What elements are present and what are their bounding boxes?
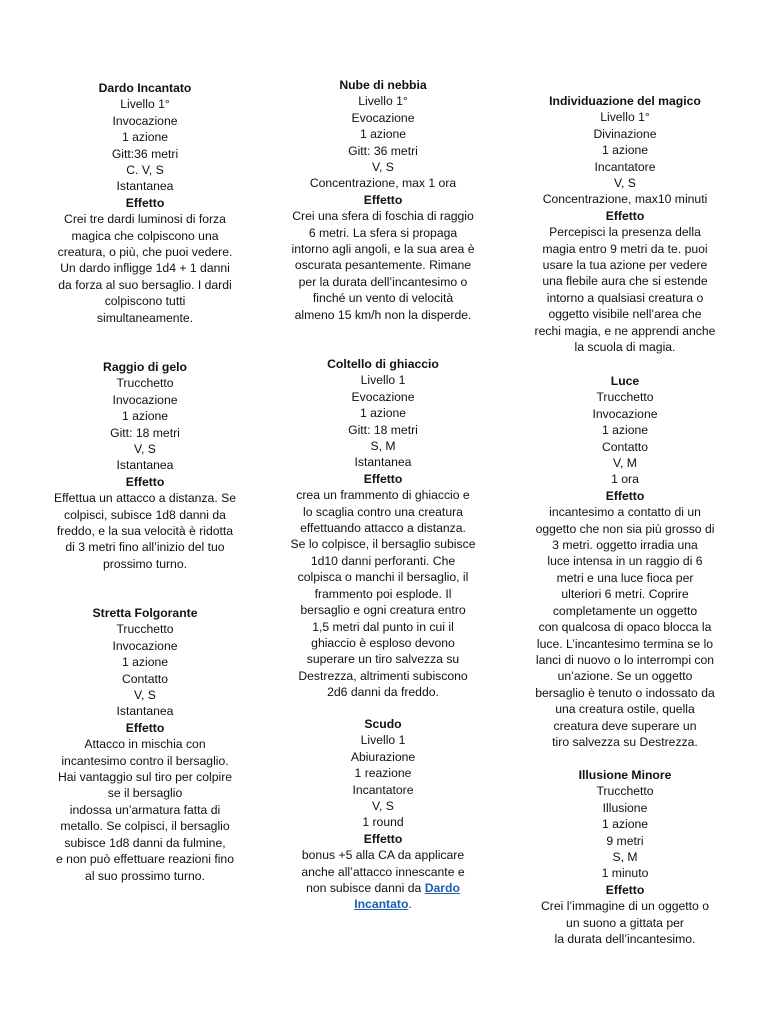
spell-school: Invocazione — [112, 113, 178, 128]
spell-title: Illusione Minore — [578, 768, 672, 782]
spell-description-line: finché un vento di velocità — [312, 291, 454, 306]
spell-description-line: creatura, o più, che puoi vedere. — [57, 245, 233, 260]
spell-effect-label: Effetto — [605, 882, 645, 897]
spell-casting-time: 1 azione — [121, 655, 169, 670]
spell-description-line: luce. L’incantesimo termina se lo — [536, 636, 714, 651]
spell-description-line: Crei una sfera di foschia di raggio — [292, 209, 474, 224]
spell-description-line — [278, 896, 488, 912]
spell-description-line: Crei l’immagine di un oggetto o — [540, 899, 709, 914]
spell-description-line: magia entro 9 metri da te. puoi — [542, 241, 708, 256]
spell-description-line: oggetto visibile nell’area che — [548, 307, 702, 322]
spell-description-line: 2d6 danni da freddo. — [327, 685, 439, 700]
spell-description-line: simultaneamente. — [96, 310, 194, 325]
spell-description-line: luce intensa in un raggio di 6 — [547, 554, 703, 569]
spell-title: Coltello di ghiaccio — [327, 357, 439, 371]
spell-components: V, M — [613, 456, 637, 471]
spell-description-line: indossa un’armatura fatta di — [69, 802, 221, 817]
spell-description-line: per la durata dell’incantesimo o — [298, 274, 468, 289]
spell-description-line: colpiscono tutti — [104, 294, 186, 309]
spell-effect-label: Effetto — [605, 208, 645, 223]
spell-school: Evocazione — [351, 110, 415, 125]
spell-duration: Concentrazione, max 1 ora — [309, 176, 457, 191]
spell-description-line: completamente un oggetto — [552, 603, 698, 618]
spell-description-line: Destrezza, altrimenti subiscono — [298, 668, 468, 683]
spell-description-line: 1d10 danni perforanti. Che — [310, 553, 456, 568]
spell-description-line: intorno agli angoli, e la sua area è — [291, 242, 475, 257]
spell-description-line: un’azione. Se un oggetto — [557, 669, 693, 684]
description-text: non subisce danni da — [306, 881, 425, 896]
spell-description-line: se il bersaglio — [107, 786, 183, 801]
spell-level: Trucchetto — [596, 390, 654, 405]
spell-description-line: Hai vantaggio sul tiro per colpire — [57, 770, 233, 785]
spell-description-line: rechi magia, e ne apprendi anche — [534, 323, 716, 338]
spell-components: C. V, S — [126, 163, 164, 178]
spell-description-line: da forza al suo bersaglio. I dardi — [58, 277, 232, 292]
spell-description-line: metri e una luce fioca per — [556, 570, 694, 585]
dardo-incantato-link[interactable]: Dardo — [424, 881, 460, 896]
spell-description-line: ghiaccio è esploso devono — [311, 635, 455, 650]
spell-description-line: una creatura ostile, quella — [555, 702, 695, 717]
spell-description-line: creatura deve superare un — [553, 718, 697, 733]
spell-description-line: Se lo colpisce, il bersaglio subisce — [290, 537, 476, 552]
spell-title: Individuazione del magico — [549, 94, 701, 108]
spell-description-line: Un dardo infligge 1d4 + 1 danni — [60, 261, 230, 276]
spell-duration: Istantanea — [116, 179, 174, 194]
spell-effect-label: Effetto — [125, 720, 165, 735]
spell-description-line: frammento poi esplode. Il — [314, 586, 452, 601]
spell-range: Gitt: 18 metri — [110, 425, 180, 440]
spell-components: V, S — [134, 442, 156, 457]
spell-description-line: bonus +5 alla CA da applicare — [301, 848, 465, 863]
spell-casting-time: 1 azione — [359, 406, 407, 421]
spell-range: Gitt: 36 metri — [348, 143, 418, 158]
spell-duration: 1 ora — [611, 472, 639, 487]
spell-duration: Istantanea — [116, 704, 174, 719]
spell-description-line: freddo, e la sua velocità è ridotta — [56, 524, 234, 539]
spell-description-line: Crei tre dardi luminosi di forza — [64, 212, 226, 227]
spell-level: Livello 1° — [600, 110, 650, 125]
spell-level: Livello 1 — [360, 733, 406, 748]
spell-description-line: la scuola di magia. — [574, 340, 676, 355]
spell-components: V, S — [372, 799, 394, 814]
spell-description-line: al suo prossimo turno. — [85, 868, 205, 883]
spell-card-dardo-incantato — [40, 80, 250, 326]
spell-components: S, M — [612, 850, 638, 865]
spell-card-illusione-minore — [520, 767, 730, 947]
spell-description-line: oggetto che non sia più grosso di — [535, 521, 715, 536]
spell-card-raggio-di-gelo — [40, 359, 250, 572]
spell-title: Dardo Incantato — [98, 81, 192, 95]
spell-description-line: subisce 1d8 danni da fulmine, — [64, 835, 226, 850]
spell-level: Trucchetto — [116, 376, 174, 391]
spell-description-line: un suono a gittata per — [566, 915, 684, 930]
spell-description-line: 6 metri. La sfera si propaga — [308, 225, 458, 240]
spell-description-line: 3 metri. oggetto irradia una — [552, 538, 698, 553]
spell-duration: Concentrazione, max10 minuti — [542, 192, 708, 207]
spell-school: Illusione — [602, 800, 648, 815]
spell-range: Contatto — [121, 671, 169, 686]
spell-title: Scudo — [364, 717, 402, 731]
spell-duration: Istantanea — [354, 455, 412, 470]
spell-description-line: crea un frammento di ghiaccio e — [296, 488, 470, 503]
spell-title: Nube di nebbia — [339, 78, 427, 92]
spell-range: Gitt:36 metri — [111, 146, 179, 161]
spell-description-line: almeno 15 km/h non la disperde. — [294, 307, 472, 322]
spell-card-coltello-di-ghiaccio — [278, 356, 488, 701]
spell-description-line — [278, 880, 488, 896]
spell-components: S, M — [370, 439, 396, 454]
spell-range: Incantatore — [594, 159, 656, 174]
spell-description-line: intorno a qualsiasi creatura o — [546, 290, 704, 305]
spell-description-line: Percepisci la presenza della — [549, 225, 701, 240]
spell-effect-label: Effetto — [363, 831, 403, 846]
spell-school: Invocazione — [112, 638, 178, 653]
spell-description-line: bersaglio e ogni creatura entro — [300, 603, 466, 618]
spell-description-line: magica che colpiscono una — [71, 228, 219, 243]
spell-description-line: oscurata pesantemente. Rimane — [294, 258, 472, 273]
spell-description-line: usare la tua azione per vedere — [542, 258, 708, 273]
spell-description-line: 1,5 metri dal punto in cui il — [312, 619, 454, 634]
spell-casting-time: 1 azione — [601, 423, 649, 438]
spell-description-line: metallo. Se colpisci, il bersaglio — [60, 819, 230, 834]
spell-description-line: superare un tiro salvezza su — [306, 652, 460, 667]
spell-card-nube-di-nebbia — [278, 77, 488, 323]
spell-description-line: anche all’attacco innescante e — [301, 864, 465, 879]
spell-effect-label: Effetto — [363, 471, 403, 486]
spell-description-line: bersaglio è tenuto o indossato da — [535, 685, 715, 700]
spell-level: Trucchetto — [596, 784, 654, 799]
spell-description-line: lo scaglia contro una creatura — [303, 504, 463, 519]
description-text: . — [408, 897, 412, 912]
spell-level: Trucchetto — [116, 622, 174, 637]
spell-duration: 1 minuto — [601, 866, 649, 881]
spell-range: Gitt: 18 metri — [348, 422, 418, 437]
spell-effect-label: Effetto — [125, 195, 165, 210]
spell-casting-time: 1 azione — [121, 409, 169, 424]
spell-card-individuazione-del-magico — [520, 93, 730, 356]
spell-range: 9 metri — [606, 833, 644, 848]
spell-school: Evocazione — [351, 389, 415, 404]
spell-components: V, S — [372, 160, 394, 175]
spell-card-stretta-folgorante — [40, 605, 250, 884]
spell-components: V, S — [134, 688, 156, 703]
spell-casting-time: 1 reazione — [354, 766, 412, 781]
spell-school: Invocazione — [112, 392, 178, 407]
spell-level: Livello 1° — [358, 94, 408, 109]
spell-effect-label: Effetto — [363, 192, 403, 207]
spell-title: Raggio di gelo — [103, 360, 187, 374]
spell-description-line: effettuando attacco a distanza. — [300, 521, 466, 536]
spell-school: Invocazione — [592, 406, 658, 421]
spell-effect-label: Effetto — [125, 474, 165, 489]
spell-description-line: incantesimo a contatto di un — [549, 505, 701, 520]
dardo-incantato-link-continued[interactable]: Incantato — [354, 897, 409, 912]
spell-level: Livello 1 — [360, 373, 406, 388]
spell-description-line: di 3 metri fino all’inizio del tuo — [65, 540, 225, 555]
spell-description-line: colpisci, subisce 1d8 danni da — [64, 507, 226, 522]
spell-card-luce — [520, 373, 730, 750]
spell-casting-time: 1 azione — [121, 130, 169, 145]
spell-description-line: e non può effettuare reazioni fino — [56, 852, 234, 867]
spell-duration: 1 round — [362, 815, 404, 830]
spell-description-line: la durata dell’incantesimo. — [554, 932, 696, 947]
spell-description-line: colpisca o manchi il bersaglio, il — [297, 570, 469, 585]
spell-duration: Istantanea — [116, 458, 174, 473]
spell-description-line: tiro salvezza su Destrezza. — [552, 734, 698, 749]
spell-casting-time: 1 azione — [601, 817, 649, 832]
spell-description-line: prossimo turno. — [103, 556, 187, 571]
spell-description-line: Effettua un attacco a distanza. Se — [53, 491, 237, 506]
spell-effect-label: Effetto — [605, 488, 645, 503]
spell-casting-time: 1 azione — [359, 127, 407, 142]
spell-description-line: una flebile aura che si estende — [542, 274, 708, 289]
spell-card-scudo — [278, 716, 488, 913]
spell-components: V, S — [614, 176, 636, 191]
spell-range: Contatto — [601, 439, 649, 454]
spell-description-line: Attacco in mischia con — [84, 737, 206, 752]
spell-title: Luce — [610, 374, 640, 388]
spell-school: Divinazione — [593, 126, 657, 141]
spell-range: Incantatore — [352, 782, 414, 797]
spell-level: Livello 1° — [120, 97, 170, 112]
spell-description-line: lanci di nuovo o lo interrompi con — [535, 652, 715, 667]
spell-title: Stretta Folgorante — [92, 606, 198, 620]
spell-description-line: con qualcosa di opaco blocca la — [538, 620, 712, 635]
spell-casting-time: 1 azione — [601, 143, 649, 158]
spell-description-line: ulteriori 6 metri. Coprire — [561, 587, 689, 602]
spell-school: Abiurazione — [350, 749, 416, 764]
spell-description-line: incantesimo contro il bersaglio. — [61, 753, 229, 768]
